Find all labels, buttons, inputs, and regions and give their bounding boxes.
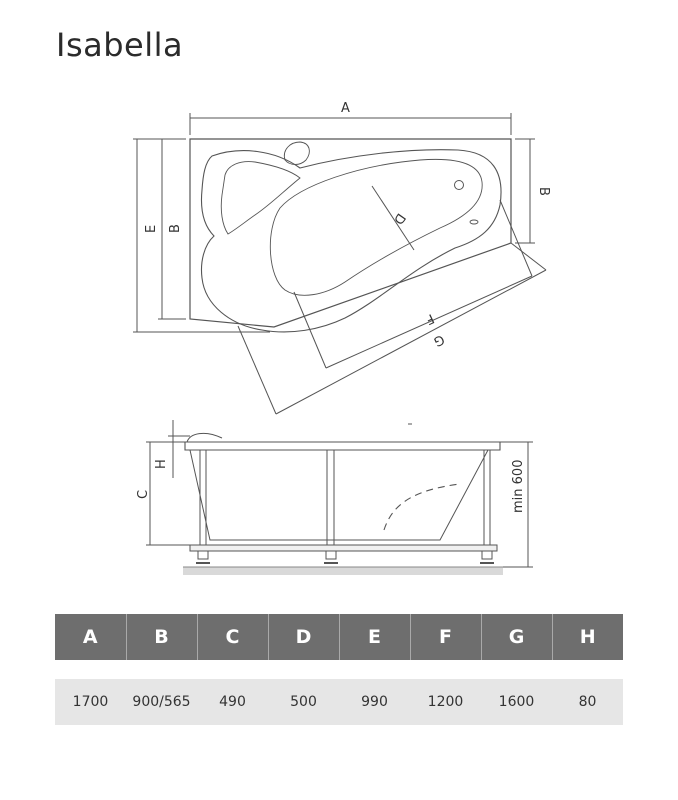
dim-label-d: D <box>389 210 409 227</box>
dim-label-e: E <box>144 224 159 233</box>
table-header-cell: G <box>481 614 552 660</box>
table-header-cell: F <box>410 614 481 660</box>
dimensions-table <box>55 614 623 725</box>
table-header-cell: E <box>339 614 410 660</box>
dim-label-g: G <box>431 331 447 349</box>
table-cell: 990 <box>339 679 410 725</box>
table-header-cell: D <box>268 614 339 660</box>
table-header-cell: B <box>126 614 197 660</box>
dim-label-f: F <box>423 310 437 327</box>
product-title: Isabella <box>56 26 184 64</box>
table-cell: 500 <box>268 679 339 725</box>
seat-outline <box>221 162 300 234</box>
table-header-cell: C <box>197 614 268 660</box>
overflow-icon <box>470 220 478 224</box>
dim-label-h: H <box>154 459 169 469</box>
table-cell: 1700 <box>55 679 126 725</box>
table-header-cell: H <box>552 614 623 660</box>
table-cell: 80 <box>552 679 623 725</box>
dim-label-min-600: min 600 <box>511 459 526 513</box>
dim-label-b-right: B <box>536 187 551 196</box>
table-cell: 1600 <box>481 679 552 725</box>
dim-label-a: A <box>341 101 350 116</box>
table-row <box>55 679 623 725</box>
dim-label-b-left: B <box>168 224 183 233</box>
dim-label-c: C <box>136 489 151 499</box>
top-view <box>133 113 546 424</box>
drain-icon <box>455 181 464 190</box>
table-header-cell: A <box>55 614 126 660</box>
table-cell: 900/565 <box>126 679 197 725</box>
table-cell: 490 <box>197 679 268 725</box>
bathtub-shell-outline <box>202 150 502 332</box>
bathtub-rim-outline <box>190 139 511 327</box>
side-rim <box>185 442 500 450</box>
frame-base <box>190 545 497 551</box>
tub-bottom-outline <box>270 159 482 295</box>
side-shell <box>190 450 488 540</box>
table-header-row <box>55 614 623 660</box>
floor-line <box>183 567 503 575</box>
table-cell: 1200 <box>410 679 481 725</box>
side-view <box>146 420 533 575</box>
